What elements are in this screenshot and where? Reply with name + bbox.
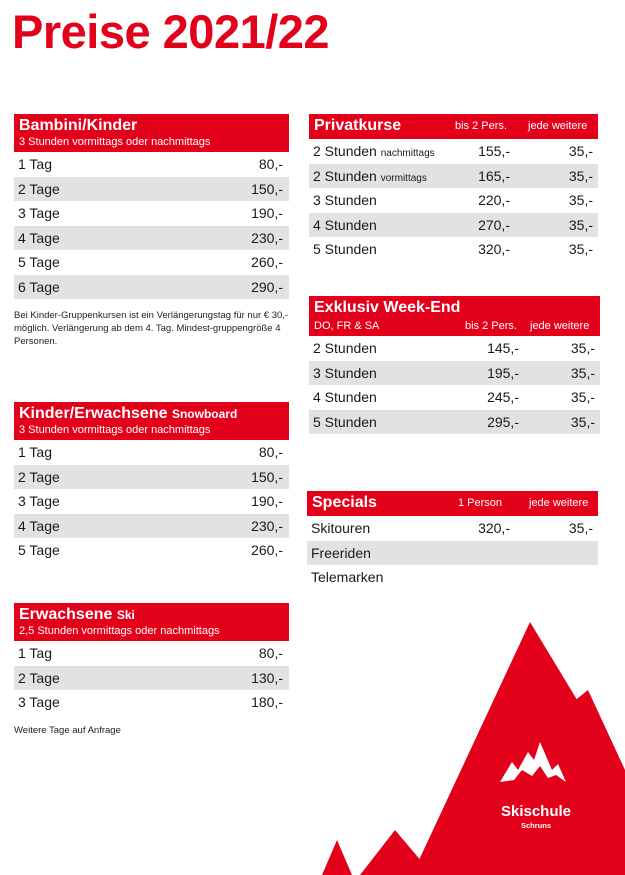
row-label-text: 5 Stunden bbox=[313, 241, 377, 257]
row-price: 150,- bbox=[251, 468, 283, 485]
table-row bbox=[309, 188, 598, 213]
row-label: 3 Tage bbox=[18, 493, 60, 509]
row-label-text: 2 Stunden bbox=[313, 340, 377, 356]
row-label: 1 Tag bbox=[18, 156, 52, 172]
row-price: 180,- bbox=[251, 694, 283, 710]
row-label-small: nachmittags bbox=[380, 148, 435, 159]
page-title: Preise 2021/22 bbox=[12, 5, 330, 58]
row-price: 80,- bbox=[258, 645, 283, 661]
row-price-first: 145,- bbox=[487, 340, 519, 356]
row-label bbox=[313, 340, 377, 356]
bambini-note: Bei Kinder-Gruppenkursen ist ein Verlängerungstag für nur € 30,- möglich. Verlängerung ab dem 4. Tag. Mindest-gruppengröße 4 Personen. bbox=[14, 310, 289, 347]
row-label-text: 3 Stunden bbox=[313, 192, 377, 208]
snowboard-header bbox=[14, 402, 289, 440]
snowboard-title: Kinder/Erwachsene bbox=[19, 405, 168, 422]
row-label bbox=[313, 389, 377, 405]
table-row bbox=[309, 361, 600, 386]
table-row bbox=[14, 690, 289, 715]
row-price: 290,- bbox=[251, 278, 283, 295]
table-row bbox=[14, 666, 289, 691]
row-label-text: Telemarken bbox=[311, 569, 384, 585]
row-price: 150,- bbox=[251, 180, 283, 197]
row-label: 2 Tage bbox=[18, 468, 60, 485]
ski-note: Weitere Tage auf Anfrage bbox=[14, 725, 121, 736]
row-price-additional: 35,- bbox=[568, 192, 593, 208]
specials-table bbox=[307, 491, 598, 590]
ski-title-small: Ski bbox=[116, 608, 135, 622]
row-price: 260,- bbox=[251, 254, 283, 270]
row-price-additional: 35,- bbox=[570, 364, 595, 381]
row-label bbox=[311, 520, 370, 536]
table-row bbox=[309, 410, 600, 435]
logo-place: Schruns bbox=[520, 821, 552, 830]
bambini-header bbox=[14, 114, 289, 152]
row-label bbox=[313, 365, 377, 381]
row-label: 5 Tage bbox=[18, 542, 60, 558]
bambini-rows bbox=[14, 152, 289, 299]
row-price: 80,- bbox=[258, 444, 283, 460]
table-row bbox=[14, 275, 289, 300]
row-price-additional: 35,- bbox=[568, 143, 593, 159]
table-row bbox=[309, 139, 598, 164]
bambini-title: Bambini/Kinder bbox=[19, 117, 138, 134]
exklusiv-header bbox=[309, 296, 600, 336]
row-label-text: Skitouren bbox=[311, 520, 371, 536]
table-row bbox=[14, 489, 289, 514]
table-row bbox=[14, 250, 289, 275]
bambini-subtitle: 3 Stunden vormittags oder nachmittags bbox=[19, 136, 211, 148]
row-price: 230,- bbox=[251, 229, 283, 246]
exklusiv-title: Exklusiv Week-End bbox=[314, 299, 461, 316]
row-price: 260,- bbox=[251, 542, 283, 558]
row-label-small: vormittags bbox=[380, 172, 427, 184]
row-price-first: 165,- bbox=[478, 167, 510, 184]
row-label-text: 2 Stunden bbox=[313, 143, 377, 159]
ski-table bbox=[14, 603, 289, 715]
row-label-text: 4 Stunden bbox=[313, 389, 377, 405]
ski-header bbox=[14, 603, 289, 641]
privat-col1: bis 2 Pers. bbox=[455, 120, 507, 132]
row-price: 190,- bbox=[251, 205, 283, 221]
privat-header bbox=[309, 114, 598, 139]
row-label-text: 5 Stunden bbox=[313, 413, 377, 430]
row-price-additional: 35,- bbox=[568, 167, 593, 184]
privat-table bbox=[309, 114, 598, 262]
row-label-text: Freeriden bbox=[311, 544, 371, 561]
row-label: 1 Tag bbox=[18, 645, 52, 661]
row-price-first: 245,- bbox=[487, 389, 519, 405]
ski-subtitle: 2,5 Stunden vormittags oder nachmittags bbox=[19, 625, 220, 637]
specials-title: Specials bbox=[312, 494, 377, 511]
privat-col2: jede weitere bbox=[528, 120, 588, 132]
row-price-additional: 35,- bbox=[568, 241, 593, 257]
row-price-additional: 35,- bbox=[570, 340, 595, 356]
table-row bbox=[309, 336, 600, 361]
snowboard-title-line bbox=[19, 404, 284, 424]
row-price: 190,- bbox=[251, 493, 283, 509]
row-label: 3 Tage bbox=[18, 694, 60, 710]
row-price-first: 270,- bbox=[478, 216, 510, 233]
row-price-first: 155,- bbox=[478, 143, 510, 159]
table-row bbox=[14, 201, 289, 226]
table-row bbox=[14, 177, 289, 202]
specials-col2: jede weitere bbox=[529, 497, 589, 509]
row-label: 2 Tage bbox=[18, 669, 60, 686]
small-peak-shape bbox=[322, 840, 352, 875]
row-price-first: 195,- bbox=[487, 364, 519, 381]
table-row bbox=[14, 538, 289, 563]
bambini-table bbox=[14, 114, 289, 299]
specials-header bbox=[307, 491, 598, 516]
table-row bbox=[309, 164, 598, 189]
row-price: 230,- bbox=[251, 517, 283, 534]
row-label-text: 4 Stunden bbox=[313, 216, 377, 233]
row-label-text: 2 Stunden bbox=[313, 167, 377, 184]
row-price-first: 320,- bbox=[478, 520, 510, 536]
row-label bbox=[313, 168, 427, 184]
snowboard-title-small: Snowboard bbox=[171, 407, 238, 421]
table-row bbox=[14, 152, 289, 177]
ski-title-line bbox=[19, 605, 284, 625]
row-price-additional: 35,- bbox=[570, 413, 595, 430]
exklusiv-col1: bis 2 Pers. bbox=[465, 320, 517, 332]
snowboard-subtitle: 3 Stunden vormittags oder nachmittags bbox=[19, 424, 211, 436]
table-row bbox=[309, 237, 598, 262]
row-label bbox=[311, 545, 371, 561]
row-label bbox=[313, 414, 377, 430]
row-label: 4 Tage bbox=[18, 229, 60, 246]
row-label-text: 3 Stunden bbox=[313, 364, 377, 381]
row-label bbox=[313, 192, 377, 208]
exklusiv-rows bbox=[309, 336, 600, 434]
row-price-additional: 35,- bbox=[568, 216, 593, 233]
privat-title: Privatkurse bbox=[314, 117, 402, 134]
specials-col1: 1 Person bbox=[458, 497, 503, 509]
exklusiv-col2: jede weitere bbox=[530, 320, 590, 332]
row-price-additional: 35,- bbox=[570, 389, 595, 405]
row-label: 5 Tage bbox=[18, 254, 60, 270]
table-row bbox=[307, 541, 598, 566]
row-label: 6 Tage bbox=[18, 278, 60, 295]
exklusiv-subtitle: DO, FR & SA bbox=[314, 320, 380, 332]
row-label bbox=[313, 143, 435, 159]
privat-rows bbox=[309, 139, 598, 262]
exklusiv-table bbox=[309, 296, 600, 434]
row-label: 3 Tage bbox=[18, 205, 60, 221]
table-row bbox=[307, 516, 598, 541]
row-price: 130,- bbox=[251, 669, 283, 686]
table-row bbox=[14, 641, 289, 666]
row-label: 4 Tage bbox=[18, 517, 60, 534]
row-price-first: 220,- bbox=[478, 192, 510, 208]
specials-rows bbox=[307, 516, 598, 590]
snowboard-rows bbox=[14, 440, 289, 563]
table-row bbox=[14, 226, 289, 251]
ski-title: Erwachsene bbox=[19, 606, 113, 623]
table-row bbox=[14, 514, 289, 539]
row-label bbox=[313, 241, 377, 257]
row-price-additional: 35,- bbox=[568, 520, 593, 536]
row-label: 1 Tag bbox=[18, 444, 52, 460]
table-row bbox=[307, 565, 598, 590]
row-price: 80,- bbox=[258, 156, 283, 172]
row-price-first: 295,- bbox=[487, 413, 519, 430]
ski-rows bbox=[14, 641, 289, 715]
row-label: 2 Tage bbox=[18, 180, 60, 197]
row-price-first: 320,- bbox=[478, 241, 510, 257]
table-row bbox=[309, 385, 600, 410]
table-row bbox=[309, 213, 598, 238]
row-label bbox=[311, 569, 383, 585]
table-row bbox=[14, 465, 289, 490]
logo-name: Skischule bbox=[500, 803, 572, 820]
table-row bbox=[14, 440, 289, 465]
snowboard-table bbox=[14, 402, 289, 563]
row-label bbox=[313, 217, 377, 233]
